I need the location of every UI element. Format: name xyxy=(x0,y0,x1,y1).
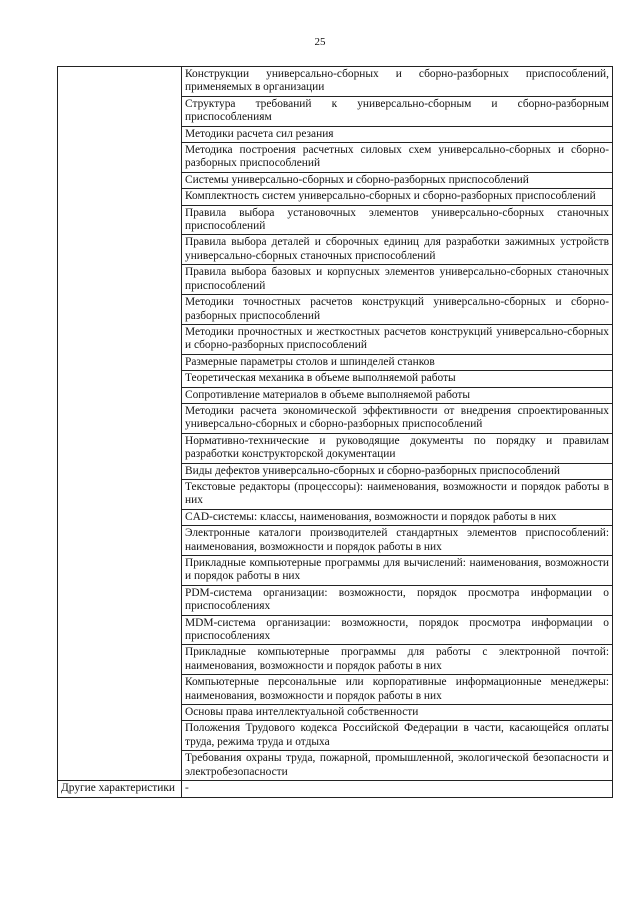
knowledge-item: Основы права интеллектуальной собственности xyxy=(182,705,613,721)
other-characteristics-section xyxy=(58,781,613,797)
knowledge-item: Сопротивление материалов в объеме выполняемой работы xyxy=(182,387,613,403)
knowledge-item: Размерные параметры столов и шпинделей станков xyxy=(182,354,613,370)
knowledge-item: Методики точностных расчетов конструкций универсально-сборных и сборно-разборных приспособлений xyxy=(182,295,613,325)
knowledge-item: Методика построения расчетных силовых схем универсально-сборных и сборно-разборных приспособлений xyxy=(182,143,613,173)
knowledge-item: Текстовые редакторы (процессоры): наименования, возможности и порядок работы в них xyxy=(182,479,613,509)
other-characteristics-label: Другие характеристики xyxy=(58,781,182,797)
knowledge-item: Комплектность систем универсально-сборных и сборно-разборных приспособлений xyxy=(182,189,613,205)
knowledge-item: Методики расчета сил резания xyxy=(182,126,613,142)
knowledge-item: Теоретическая механика в объеме выполняемой работы xyxy=(182,371,613,387)
knowledge-item: Структура требований к универсально-сборным и сборно-разборным приспособлениям xyxy=(182,96,613,126)
knowledge-item: Виды дефектов универсально-сборных и сборно-разборных приспособлений xyxy=(182,463,613,479)
page-number: 25 xyxy=(314,36,326,48)
table-row xyxy=(58,67,613,97)
knowledge-item: Системы универсально-сборных и сборно-разборных приспособлений xyxy=(182,172,613,188)
knowledge-item: Прикладные компьютерные программы для работы с электронной почтой: наименования, возможности и порядок работы в них xyxy=(182,645,613,675)
knowledge-item: Компьютерные персональные или корпоративные информационные менеджеры: наименования, возможности и порядок работы в них xyxy=(182,675,613,705)
knowledge-item: PDM-система организации: возможности, порядок просмотра информации о приспособлениях xyxy=(182,585,613,615)
knowledge-rows xyxy=(58,67,613,781)
knowledge-item: Электронные каталоги производителей стандартных элементов приспособлений: наименования, возможности и порядок работы в них xyxy=(182,526,613,556)
other-characteristics-row xyxy=(58,781,613,797)
knowledge-item: CAD-системы: классы, наименования, возможности и порядок работы в них xyxy=(182,509,613,525)
other-characteristics-value: - xyxy=(182,781,613,797)
knowledge-item: Прикладные компьютерные программы для вычислений: наименования, возможности и порядок работы в них xyxy=(182,556,613,586)
knowledge-item: Правила выбора деталей и сборочных единиц для разработки зажимных устройств универсально-сборных станочных приспособлений xyxy=(182,235,613,265)
knowledge-item: Правила выбора установочных элементов универсально-сборных станочных приспособлений xyxy=(182,205,613,235)
knowledge-item: Требования охраны труда, пожарной, промышленной, экологической безопасности и электробезопасности xyxy=(182,751,613,781)
knowledge-item: Правила выбора базовых и корпусных элементов универсально-сборных станочных приспособлений xyxy=(182,265,613,295)
requirements-table xyxy=(57,66,613,798)
knowledge-item: Методики расчета экономической эффективности от внедрения спроектированных универсально-сборных и сборно-разборных приспособлений xyxy=(182,403,613,433)
knowledge-item: Положения Трудового кодекса Российской Федерации в части, касающейся оплаты труда, режима труда и отдыха xyxy=(182,721,613,751)
knowledge-item: Конструкции универсально-сборных и сборно-разборных приспособлений, применяемых в организации xyxy=(182,67,613,97)
knowledge-item: Методики прочностных и жесткостных расчетов конструкций универсально-сборных и сборно-разборных приспособлений xyxy=(182,324,613,354)
knowledge-item: Нормативно-технические и руководящие документы по порядку и правилам разработки конструкторской документации xyxy=(182,433,613,463)
knowledge-label-cell xyxy=(58,67,182,781)
knowledge-item: MDM-система организации: возможности, порядок просмотра информации о приспособлениях xyxy=(182,615,613,645)
